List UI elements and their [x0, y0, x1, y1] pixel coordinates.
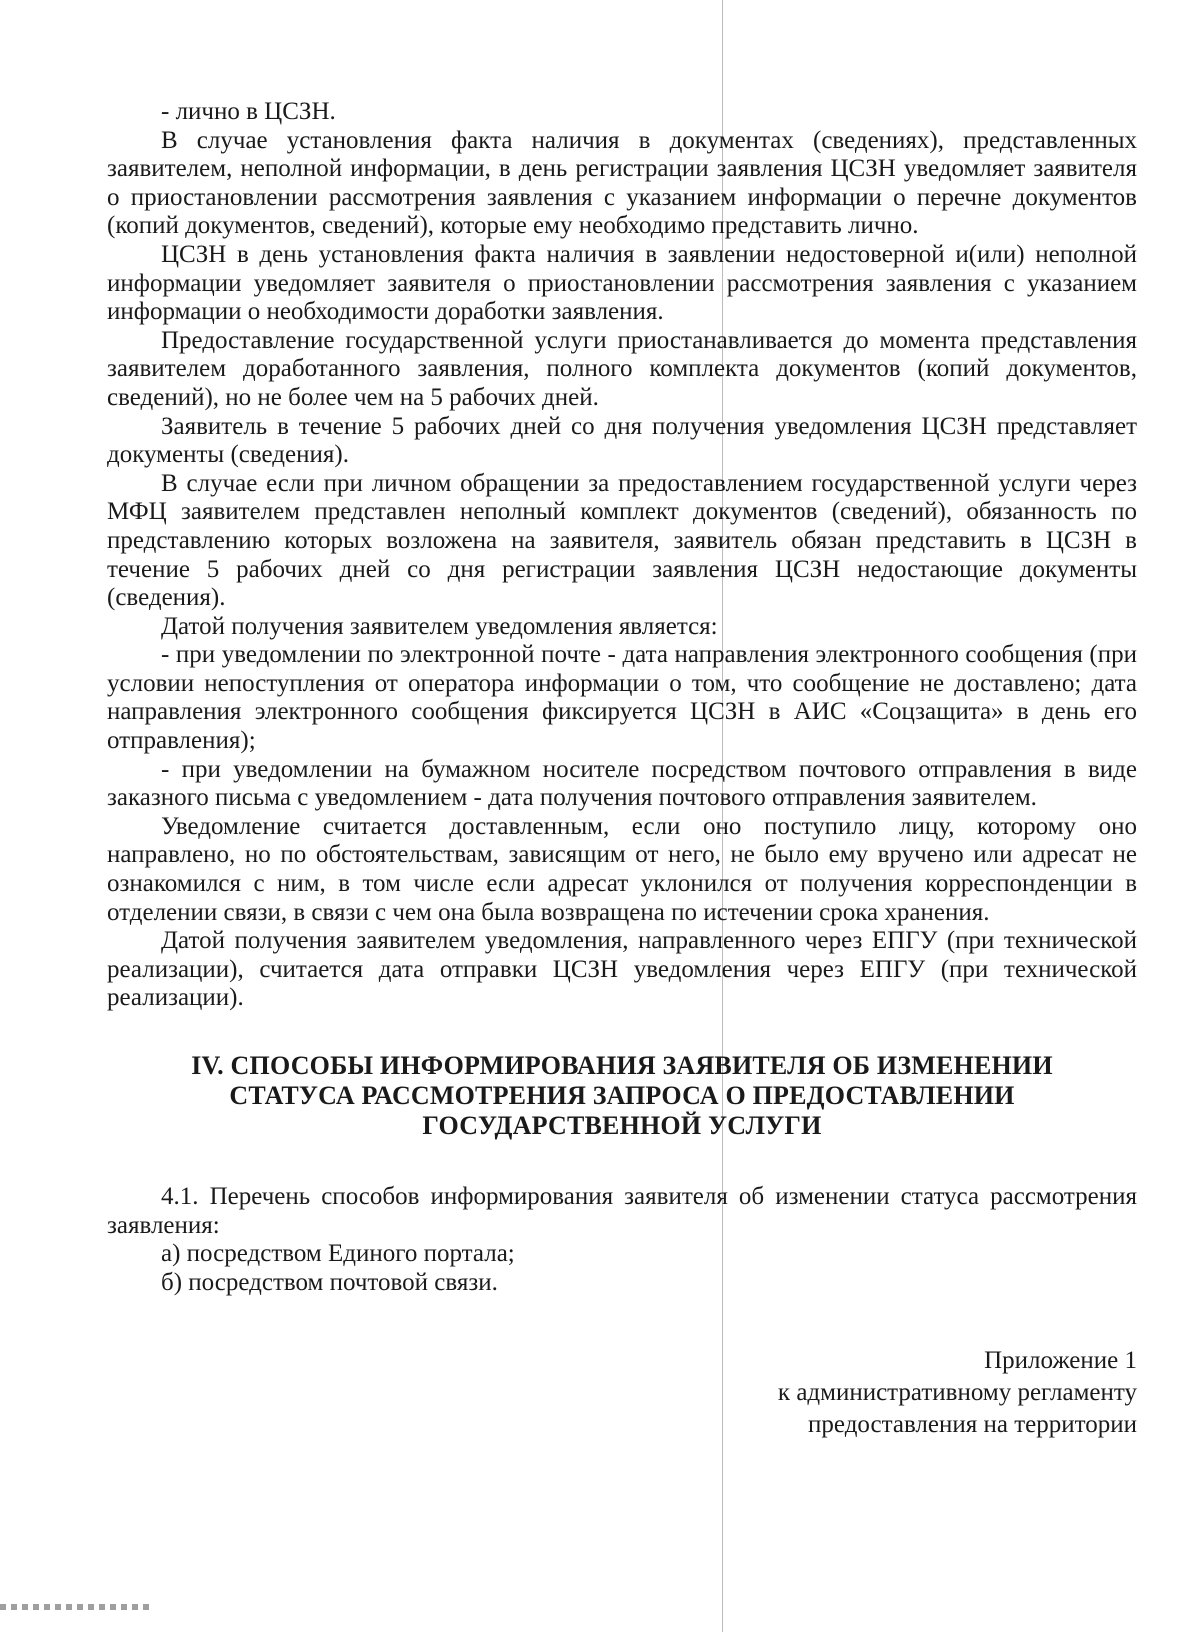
list-item: - при уведомлении по электронной почте - дата направления электронного сообщения (при условии непоступления от оператора информации о том, что сообщение не доставлено; дата направления электронного сообщения фиксируется ЦСЗН в АИС «Соцзащита» в день его отправления);: [107, 641, 1137, 755]
paragraph: Предоставление государственной услуги приостанавливается до момента представления заявителем доработанного заявления, полного комплекта документов (копий документов, сведений), но не более чем на 5 рабочих дней.: [107, 326, 1137, 411]
list-item: б) посредством почтовой связи.: [161, 1268, 498, 1296]
paragraph: Уведомление считается доставленным, если оно поступило лицу, которому оно направлено, но по обстоятельствам, зависящим от него, не было ему вручено или адресат не ознакомился с ним, в том числе если адресат уклонился от получения корреспонденции в отделении связи, в связи с чем она была возвращена по истечении срока хранения.: [107, 812, 1137, 926]
paragraph: Датой получения заявителем уведомления является:: [161, 612, 718, 640]
paragraph: 4.1. Перечень способов информирования заявителя об изменении статуса рассмотрения заявления:: [107, 1183, 1137, 1239]
section-heading: [107, 1051, 1137, 1141]
appendix-line: предоставления на территории: [808, 1411, 1137, 1439]
appendix-note: [107, 1345, 1137, 1441]
document-page: [107, 98, 1137, 1441]
paragraph: Датой получения заявителем уведомления, направленного через ЕПГУ (при технической реализации), считается дата отправки ЦСЗН уведомления через ЕПГУ (при технической реализации).: [107, 927, 1137, 1012]
spacer: [107, 1141, 1137, 1183]
list-item: а) посредством Единого портала;: [161, 1240, 515, 1268]
paragraph: ЦСЗН в день установления факта наличия в заявлении недостоверной и(или) неполной информации уведомляет заявителя о приостановлении рассмотрения заявления с указанием информации о необходимости доработки заявления.: [107, 240, 1137, 326]
appendix-line: Приложение 1: [984, 1347, 1137, 1375]
scan-noise: [0, 1604, 150, 1610]
section-heading-line: СТАТУСА РАССМОТРЕНИЯ ЗАПРОСА О ПРЕДОСТАВЛЕНИИ: [229, 1081, 1015, 1110]
section-heading-line: IV. СПОСОБЫ ИНФОРМИРОВАНИЯ ЗАЯВИТЕЛЯ ОБ ИЗМЕНЕНИИ: [191, 1051, 1053, 1080]
paragraph: В случае установления факта наличия в документах (сведениях), представленных заявителем, неполной информации, в день регистрации заявления ЦСЗН уведомляет заявителя о приостановлении рассмотрения заявления с указанием информации о перечне документов (копий документов, сведений), которые ему необходимо представить лично.: [107, 126, 1137, 240]
paragraph: - лично в ЦСЗН.: [161, 98, 336, 125]
paragraph: В случае если при личном обращении за предоставлением государственной услуги через МФЦ заявителем представлен неполный комплект документов (сведений), обязанность по представлению которых возложена на заявителя, заявитель обязан представить в ЦСЗН в течение 5 рабочих дней со дня регистрации заявления ЦСЗН недостающие документы (сведения).: [107, 469, 1137, 612]
appendix-line: к административному регламенту: [777, 1379, 1137, 1407]
list-item: - при уведомлении на бумажном носителе посредством почтового отправления в виде заказного письма с уведомлением - дата получения почтового отправления заявителем.: [107, 755, 1137, 812]
paragraph: Заявитель в течение 5 рабочих дней со дня получения уведомления ЦСЗН представляет документы (сведения).: [107, 412, 1137, 469]
section-heading-line: ГОСУДАРСТВЕННОЙ УСЛУГИ: [422, 1111, 822, 1140]
